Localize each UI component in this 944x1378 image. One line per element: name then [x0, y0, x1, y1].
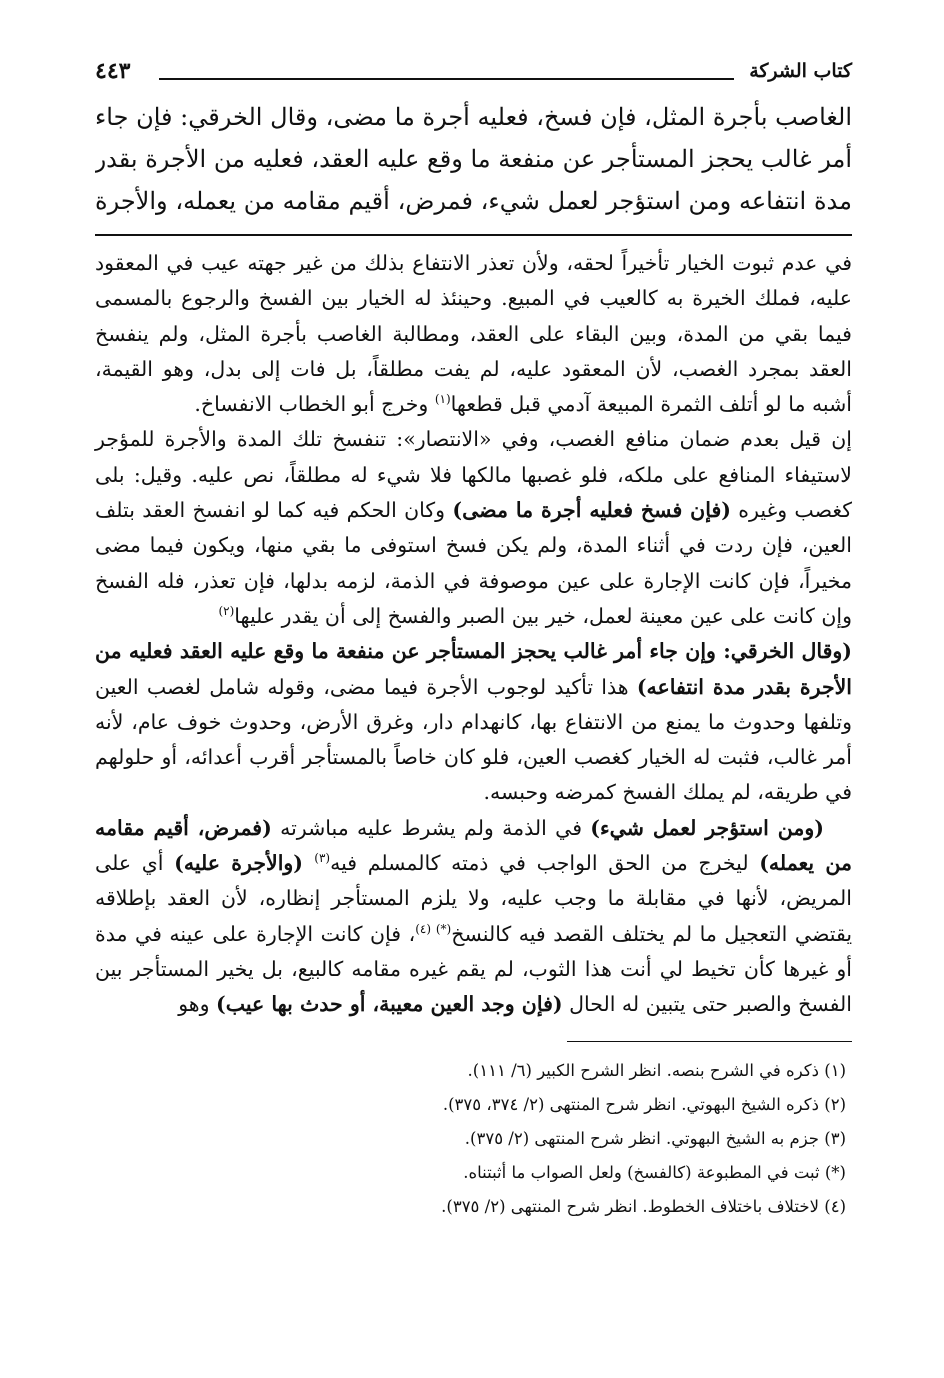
- matn-quote: (فإن وجد العين معيبة، أو حدث بها عيب): [216, 992, 563, 1017]
- matn-line: الغاصب بأجرة المثل، فإن فسخ، فعليه أجرة ما مضى، وقال الخرقي: فإن جاء: [95, 103, 852, 131]
- footnote: (*) ثبت في المطبوعة (كالفسخ) ولعل الصواب ما أثبتناه.: [463, 1162, 846, 1182]
- footnote-separator: [567, 1041, 852, 1042]
- sharh-text-run: ليخرج من الحق الواجب في ذمته كالمسلم فيه: [330, 851, 760, 876]
- footnote: (٢) ذكره الشيخ البهوتي. انظر شرح المنتهى (٢/ ٣٧٤، ٣٧٥).: [442, 1094, 846, 1114]
- sharh-text-run: في عدم ثبوت الخيار تأخيراً لحقه، ولأن تعذر الانتفاع بذلك من غير جهته عيب في المعقود عليه، فملك الخيرة به كالعيب في المبيع. وحينئذ له الخيار بين الفسخ والرجوع بالمسمى فيما بقي من المدة، وبين البقاء على العقد، ومطالبة الغاصب بأجرة المثل، ولم ينفسخ العقد بمجرد الغصب، لأن المعقود عليه، لم يفت مطلقاً، بل فات إلى بدل، وهو القيمة، أشبه ما لو أتلف الثمرة المبيعة آدمي قبل قطعها: [95, 251, 852, 417]
- footnote-ref-3: (٣): [314, 851, 331, 866]
- page-number: ٤٤٣: [95, 58, 131, 84]
- book-page: [95, 58, 852, 1224]
- sharh-text-run: ، فإن كانت الإجارة على عينه في مدة أو غيرها كأن تخيط لي أنت هذا الثوب، لم يقم غيره مقامه كالبيع، بل يخير المستأجر بين الفسخ والصبر حتى يتبين له الحال: [95, 921, 852, 1017]
- matn-line: أمر غالب يحجز المستأجر عن منفعة ما وقع عليه العقد، فعليه من الأجرة بقدر: [95, 145, 852, 173]
- matn-line: مدة انتفاعه ومن استؤجر لعمل شيء، فمرض، أقيم مقامه من يعمله، والأجرة: [95, 187, 852, 215]
- footnote-ref-1: (١): [434, 392, 451, 407]
- matn-quote: (فإن فسخ فعليه أجرة ما مضى): [452, 498, 731, 523]
- matn-text: [95, 96, 852, 222]
- footnotes: [95, 1054, 852, 1224]
- page-header: [95, 58, 852, 84]
- header-rule: [159, 78, 734, 80]
- sharh-paragraph: [95, 246, 852, 422]
- sharh-paragraph: [95, 634, 852, 810]
- sharh-text-run: هذا تأكيد لوجوب الأجرة فيما مضى، وقوله شامل لغصب العين وتلفها وحدوث ما يمنع من الانتفاع بها، كانهدام دار، وغرق الأرض، وحدوث خوف عام، لأنه أمر غالب، فثبت له الخيار كغصب العين، فلو كان خاصاً بالمستأجر أقرب أعدائه، أو حلولهم في طريقه، لم يملك الفسخ كمرضه وحبسه.: [95, 674, 852, 805]
- sharh-text-run: وهو: [178, 992, 217, 1017]
- sharh-text-run: وخرج أبو الخطاب الانفساخ.: [194, 392, 435, 417]
- sharh-text-run: إن قيل بعدم ضمان منافع الغصب، وفي «الانتصار»: تنفسخ تلك المدة والأجرة للمؤجر لاستيفاء المنافع على ملكه، فلو غصبها مالكها فلا شيء له مطلقاً، نص عليه. وقيل: بلى كغصب وغيره: [95, 427, 852, 523]
- matn-quote: (والأجرة عليه): [174, 851, 315, 876]
- matn-separator: [95, 234, 852, 236]
- sharh-text-run: وكان الحكم فيه كما لو انفسخ العقد بتلف العين، فإن ردت في أثناء المدة، ولم يكن فسخ استوفى ما بقي منها، ويكون فيما مضى مخيراً، فإن كانت الإجارة على عين موصوفة في الذمة، لزمه بدلها، فإن تعذر، فله الفسخ وإن كانت على عين معينة لعمل، خير بين الصبر والفسخ إلى أن يقدر عليها: [95, 498, 852, 628]
- sharh-text-run: في الذمة ولم يشرط عليه مباشرته: [271, 815, 591, 840]
- sharh-paragraph: [95, 422, 852, 634]
- matn-quote: (ومن استؤجر لعمل شيء): [590, 815, 824, 840]
- sharh-paragraph: [95, 811, 852, 1023]
- sharh-text: [95, 246, 852, 1023]
- matn-quote: (فمرض، أقيم مقامه من يعمله): [95, 815, 852, 876]
- running-title: كتاب الشركة: [749, 60, 852, 82]
- matn-quote: (وقال الخرقي: وإن جاء أمر غالب يحجز المستأجر عن منفعة ما وقع عليه العقد فعليه من الأجرة بقدر مدة انتفاعه): [95, 639, 852, 699]
- footnote: (١) ذكره في الشرح بنصه. انظر الشرح الكبير (٦/ ١١١).: [467, 1060, 846, 1080]
- footnote-ref-2: (٢): [218, 604, 235, 619]
- sharh-text-run: أي على المريض، لأنها في مقابلة ما وجب عليه، ولا يلزم المستأجر إنظاره، لأن العقد بإطلاقه يقتضي التعجيل ما لم يختلف القصد فيه كالنسخ: [95, 851, 853, 946]
- footnote: (٤) لاختلاف باختلاف الخطوط. انظر شرح المنتهى (٢/ ٣٧٥).: [441, 1196, 846, 1216]
- footnote: (٣) جزم به الشيخ البهوتي. انظر شرح المنتهى (٢/ ٣٧٥).: [464, 1128, 846, 1148]
- footnote-ref-4: (*) (٤): [415, 921, 452, 936]
